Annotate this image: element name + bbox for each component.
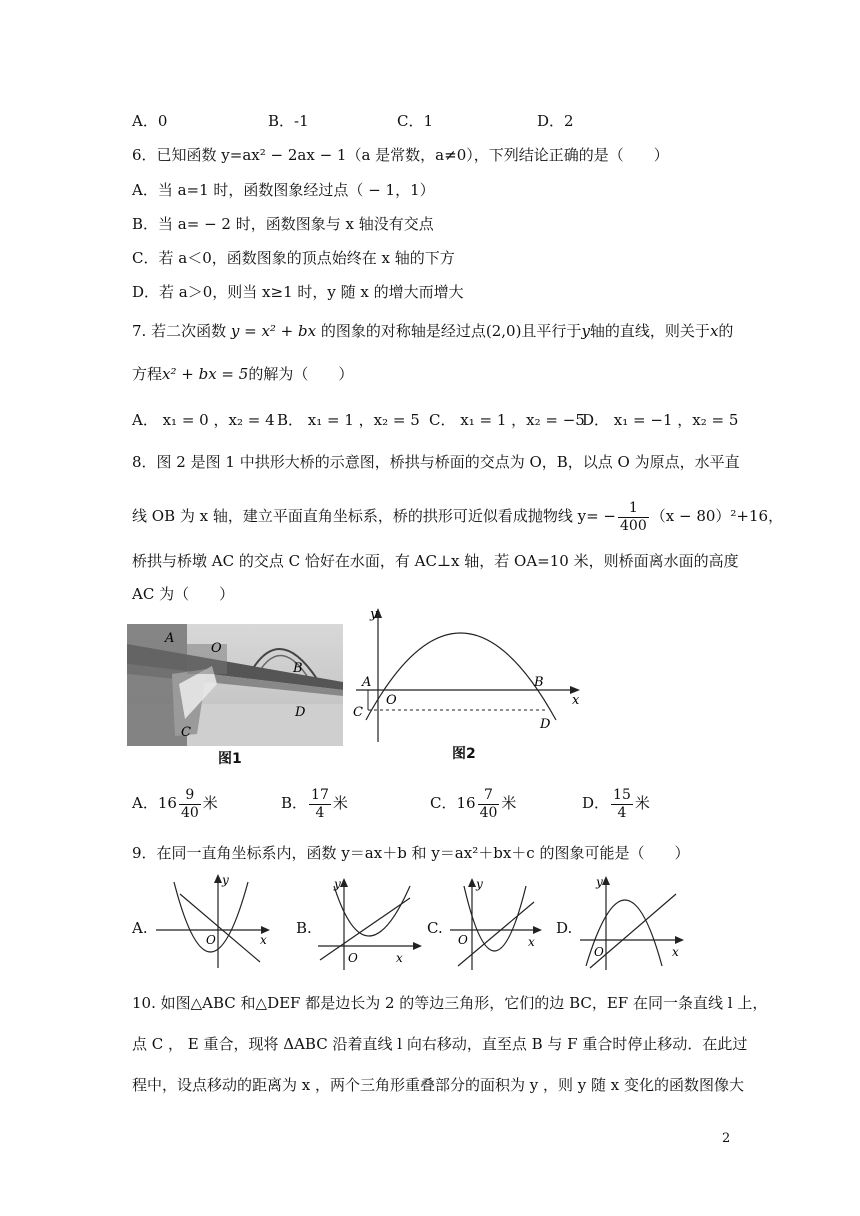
q8-option-a <box>132 782 218 824</box>
svg-text:x: x <box>672 945 679 959</box>
q8-line4: AC 为（ ） <box>132 585 235 603</box>
q8-frac-numerator: 1 <box>618 500 649 518</box>
svg-text:x: x <box>396 951 403 965</box>
option-fraction <box>309 787 331 822</box>
q7-option-d: D． x₁ = −1 ，x₂ = 5 <box>582 411 739 429</box>
frac-denominator: 4 <box>315 804 325 821</box>
svg-text:O: O <box>348 951 358 965</box>
q8-option-d <box>582 782 650 824</box>
q8-option-c <box>430 782 516 824</box>
bridge-photo-figure <box>127 624 343 746</box>
option-whole: 16 <box>157 794 177 812</box>
option-whole: 16 <box>456 794 476 812</box>
q9-graph-d <box>576 874 686 972</box>
option-label: C． <box>430 794 457 812</box>
q10-line1: 10. 如图△ABC 和△DEF 都是边长为 2 的等边三角形，它们的边 BC，EF 在同一条直线 l 上， <box>132 994 768 1012</box>
q9-stem: 9．在同一直角坐标系内，函数 y＝ax＋b 和 y＝ax²＋bx＋c 的图象可能是（ ） <box>132 844 690 862</box>
frac-numerator: 17 <box>311 786 329 803</box>
q7-option-c: C． x₁ = 1 ，x₂ = −5 <box>429 411 585 429</box>
q8-text: （x − 80）²+16， <box>650 507 784 525</box>
q7-text: 7. 若二次函数 <box>132 322 231 340</box>
q7-text: 的解为（ ） <box>248 365 354 383</box>
fig2-label-d: D <box>540 717 551 732</box>
q7-text: 方程 <box>132 365 163 383</box>
svg-text:y: y <box>596 875 603 889</box>
frac-numerator: 15 <box>613 786 631 803</box>
fig1-label-b: B <box>293 661 303 676</box>
svg-text:O: O <box>594 945 604 959</box>
fig2-label-b: B <box>534 675 544 690</box>
fig1-label-a: A <box>165 631 175 646</box>
fig2-label-o: O <box>386 693 397 708</box>
q6-stem: 6．已知函数 y=ax² − 2ax − 1（a 是常数，a≠0），下列结论正确的是（ ） <box>132 146 669 164</box>
frac-denominator: 4 <box>617 804 627 821</box>
fig1-label-o: O <box>211 641 222 656</box>
svg-text:O: O <box>206 933 216 947</box>
q8-frac-denominator: 400 <box>620 517 647 534</box>
option-unit: 米 <box>332 794 348 812</box>
option-unit: 米 <box>202 794 218 812</box>
q9-graph-c <box>446 876 542 972</box>
fig2-label-a: A <box>362 675 372 690</box>
option-label: A． <box>132 794 158 812</box>
option-fraction <box>179 787 201 822</box>
parabola-bridge-diagram <box>350 606 586 750</box>
svg-text:y: y <box>334 877 341 891</box>
q7-var-x: x <box>709 322 719 340</box>
q7-line2 <box>132 364 353 384</box>
q8-line3: 桥拱与桥墩 AC 的交点 C 恰好在水面，有 AC⊥x 轴，若 OA=10 米，则桥面离水面的高度 <box>132 552 739 570</box>
q9-graph-a <box>150 872 270 972</box>
q9-label-a: A. <box>132 919 148 937</box>
q10-line3: 程中，设点移动的距离为 x ，两个三角形重叠部分的面积为 y ，则 y 随 x 变化的函数图像大 <box>132 1076 745 1094</box>
page-number: 2 <box>722 1131 731 1146</box>
q7-point: (2,0) <box>485 322 522 340</box>
q8-text: 线 OB 为 x 轴，建立平面直角坐标系，桥的拱形可近似看成抛物线 y= − <box>132 507 617 525</box>
q9-label-d: D. <box>556 919 573 937</box>
q6-option-a: A．当 a=1 时，函数图象经过点（ − 1，1） <box>132 181 435 199</box>
q7-text: 的图象的对称轴是经过点 <box>316 322 486 340</box>
frac-denominator: 40 <box>180 804 199 821</box>
q7-option-b: B． x₁ = 1 ，x₂ = 5 <box>277 411 420 429</box>
q7-line1 <box>132 321 733 341</box>
fig2-axis-x: x <box>572 693 580 708</box>
q6-option-d: D．若 a＞0，则当 x≥1 时，y 随 x 的增大而增大 <box>132 283 464 301</box>
q7-equation: x² + bx = 5 <box>162 365 249 383</box>
fig1-caption: 图1 <box>218 751 242 767</box>
q5-option-c: C．1 <box>397 112 434 130</box>
q5-option-a: A．0 <box>132 112 168 130</box>
option-fraction <box>478 787 500 822</box>
q7-option-a: A． x₁ = 0 ，x₂ = 4 <box>132 411 275 429</box>
option-label: D． <box>582 794 610 812</box>
option-label: B． <box>281 794 308 812</box>
frac-denominator: 40 <box>479 804 498 821</box>
q9-graph-b <box>314 876 424 972</box>
fig2-axis-y: y <box>370 607 378 622</box>
svg-text:y: y <box>222 873 229 887</box>
option-fraction <box>611 787 633 822</box>
q8-fraction <box>618 500 649 535</box>
q8-line1: 8．图 2 是图 1 中拱形大桥的示意图，桥拱与桥面的交点为 O，B，以点 O 为原点，水平直 <box>132 453 740 471</box>
option-unit: 米 <box>634 794 650 812</box>
frac-numerator: 9 <box>179 787 201 805</box>
q9-label-b: B. <box>296 919 312 937</box>
q8-option-b <box>281 782 348 824</box>
q8-line2 <box>132 493 783 539</box>
q6-option-b: B．当 a= − 2 时，函数图象与 x 轴没有交点 <box>132 215 434 233</box>
frac-numerator: 7 <box>478 787 500 805</box>
q6-option-c: C．若 a＜0，函数图象的顶点始终在 x 轴的下方 <box>132 249 455 267</box>
svg-text:x: x <box>260 933 267 947</box>
svg-text:O: O <box>458 933 468 947</box>
q7-text: 的 <box>718 322 734 340</box>
q7-var-y: y <box>581 322 590 340</box>
svg-text:y: y <box>476 877 483 891</box>
option-unit: 米 <box>501 794 517 812</box>
q5-option-d: D．2 <box>537 112 574 130</box>
q7-equation: y = x² + bx <box>230 322 317 340</box>
q9-label-c: C. <box>427 919 443 937</box>
q10-line2: 点 C ， E 重合，现将 ΔABC 沿着直线 l 向右移动，直至点 B 与 F 重合时停止移动．在此过 <box>132 1035 748 1053</box>
svg-text:x: x <box>528 935 535 949</box>
q7-text: 且平行于 <box>521 322 582 340</box>
q7-text: 轴的直线，则关于 <box>589 322 710 340</box>
fig1-label-c: C <box>181 725 191 740</box>
q5-option-b: B．-1 <box>268 112 309 130</box>
fig2-caption: 图2 <box>452 746 476 762</box>
fig2-label-c: C <box>353 705 363 720</box>
fig1-label-d: D <box>295 705 306 720</box>
